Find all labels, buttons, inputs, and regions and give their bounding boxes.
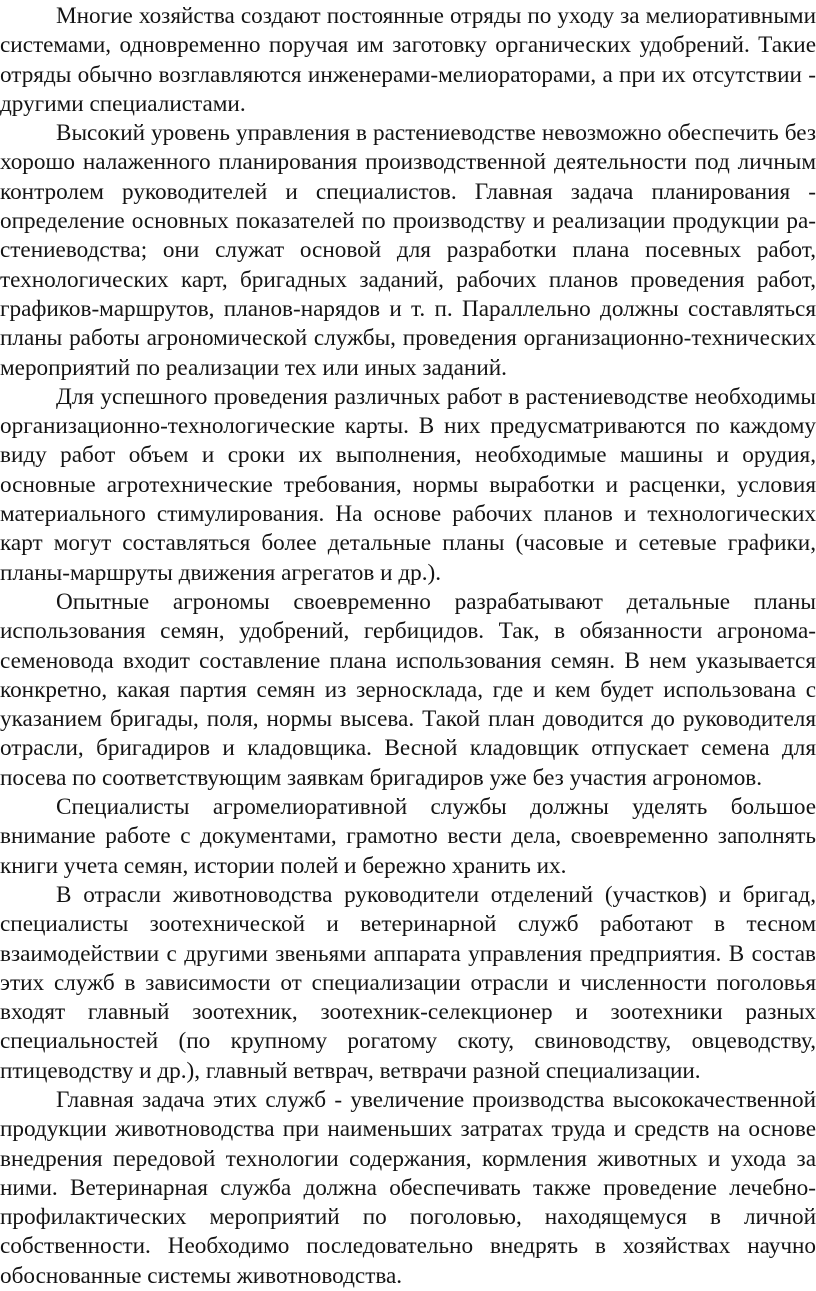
paragraph-tech-cards: Для успешного проведения различных работ в растениеводстве необходимы организационно-технологические карты. В них предусматриваются по каждому виду работ объем и сроки их выполнения, необходимые машины и орудия, основные агротехнические требования, нормы выработки и расценки, условия материального стимулирования. На основе рабочих планов и технологических карт могут составляться более детальные планы (часовые и сетевые графики, планы-маршруты движения агрегатов и др.). xyxy=(0,383,816,586)
paragraph-documents: Специалисты агромелиоративной службы должны уделять большое внимание работе с документами, грамотно вести дела, своевременно заполнять книги учета семян, истории полей и бережно хранить их. xyxy=(0,794,816,879)
paragraph-livestock: В отрасли животноводства руководители отделений (участков) и бригад, специалисты зоотехнической и ветеринарной служб работают в тесном взаимодействии с другими звеньями аппарата управления предприятия. В состав этих служб в зависимости от специализации отрасли и численности поголовья входят главный зоотехник, зоотехник-селекционер и зоотехники разных специальностей (по крупному рогатому скоту, свиноводству, овцеводству, птицеводству и др.), главный ветврач, ветврачи разной специализации. xyxy=(0,881,816,1084)
paragraph-main-task: Главная задача этих служб - увеличение производства высококачественной продукции животноводства при наименьших затратах труда и средств на основе внедрения передовой технологии содержания, кормления животных и ухода за ними. Ветеринарная служба должна обеспечивать также проведение лечебно-профилактических мероприятий по поголовью, находящемуся в личной собственности. Необходимо последовательно внедрять в хозяйствах научно обоснованные системы животноводства. xyxy=(0,1086,816,1289)
paragraph-agronomists: Опытные агрономы своевременно разрабатывают детальные планы использования семян, удобрений, гербицидов. Так, в обязанности агронома-семеновода входит составление плана использования семян. В нем указывается конкретно, какая партия семян из зерносклада, где и кем будет использована с указанием бригады, поля, нормы высева. Такой план доводится до руководителя отрасли, бригадиров и кладовщика. Весной кладовщик отпускает семена для посева по соответствующим заявкам бригадиров уже без участия агрономов. xyxy=(0,588,816,791)
paragraph-teams: Многие хозяйства создают постоянные отряды по уходу за мелиоративными системами, одновременно поручая им заготовку органических удобрений. Такие отряды обычно возглавляются инженерами-мелиораторами, а при их отсутствии - другими специалистами. xyxy=(0,3,816,117)
paragraph-planning: Высокий уровень управления в растениеводстве невозможно обеспечить без хорошо налаженного планирования производственной деятельности под личным контролем руководителей и специалистов. Главная задача планирования - определение основных показателей по производству и реализации продукции растениеводства; они служат основой для разработки плана посевных работ, технологических карт, бригадных заданий, рабочих планов проведения работ, графиков-маршрутов, планов-нарядов и т. п. Параллельно должны составляться планы работы агрономической службы, проведения организационно-технических мероприятий по реализации тех или иных заданий. xyxy=(0,120,816,381)
